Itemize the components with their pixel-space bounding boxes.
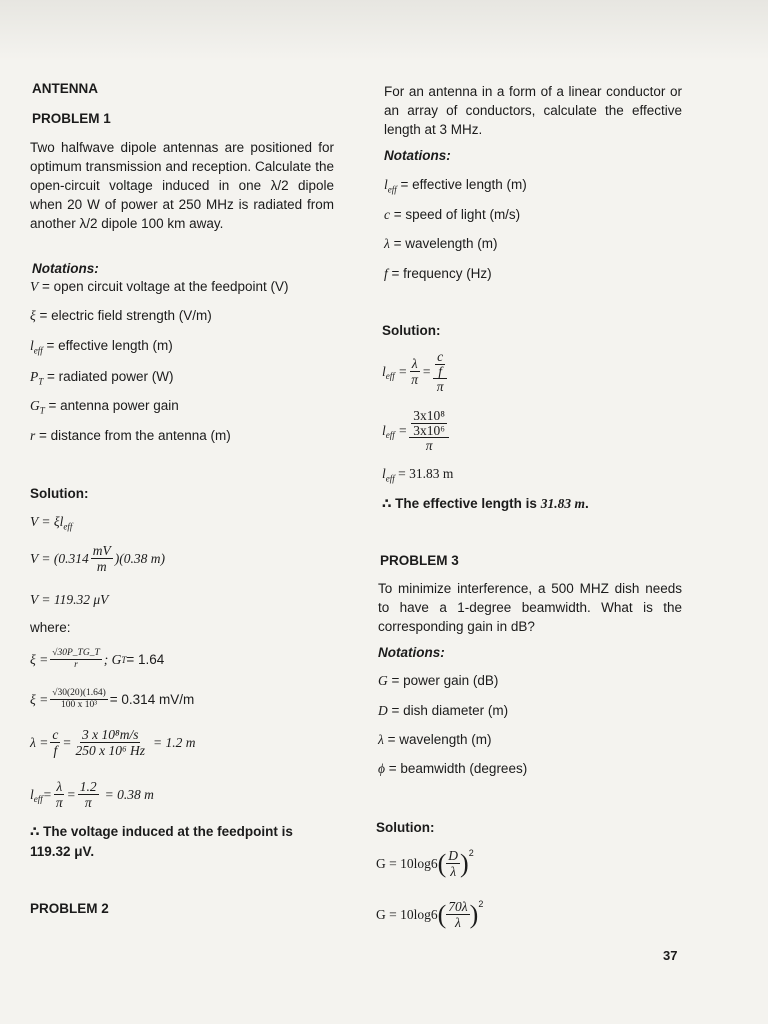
equation: l $_{eff}$ = $\frac{\frac{\text{3x10⁸}}{\text{3x10⁶}}}{\pi}$ (382, 408, 451, 453)
notations-title: Notations: (32, 261, 99, 276)
conclusion-text: ∴ The voltage induced at the feedpoint is (30, 824, 293, 839)
notation-item: ξ = electric field strength (V/m) (30, 308, 212, 323)
notation-item: G = power gain (dB) (378, 673, 499, 688)
equation: $V = \xi l_{eff}$ (30, 514, 73, 532)
conclusion-text: ∴ The effective length is 31.83 m. (382, 496, 589, 511)
notation-item: λ = wavelength (m) (378, 732, 492, 747)
where-label: where: (30, 620, 71, 635)
notation-item: c = speed of light (m/s) (384, 207, 521, 222)
solution-title: Solution: (376, 820, 435, 835)
notation-item: $G_T$ = antenna power gain (30, 398, 179, 416)
notation-item: r = distance from the antenna (m) (30, 428, 231, 443)
notation-item: V = open circuit voltage at the feedpoint (V) (30, 279, 289, 294)
equation: G = 10log6 ( $\frac{70\lambda}{\lambda}$ ) 2 (376, 899, 484, 930)
equation: l $_{eff}$ = $\frac{\lambda}{\pi}$ = $\frac{\frac{c}{f}}{\pi}$ (382, 349, 449, 394)
equation: V = 119.32 μV (30, 592, 109, 607)
solution-title: Solution: (30, 486, 89, 501)
problem-3-title: PROBLEM 3 (380, 553, 459, 568)
problem-1-text: Two halfwave dipole antennas are positioned for optimum transmission and reception. Calculate the open-circuit voltage induced in one λ/2 dipole when 20 W of power at 250 MHz is radiated from another λ/2 dipole 100 km away. (30, 140, 334, 231)
problem-3-text: To minimize interference, a 500 MHZ dish needs to have a 1-degree beamwidth. What is the corresponding gain in dB? (378, 581, 682, 634)
notation-item: $P_T$ = radiated power (W) (30, 369, 174, 387)
notation-item: λ = wavelength (m) (384, 236, 498, 251)
problem-1-title: PROBLEM 1 (32, 111, 111, 126)
page-top-shadow (0, 0, 768, 60)
equation: V = (0.314 $\frac{mV}{m}$ )(0.38 m) (30, 543, 165, 574)
notations-title: Notations: (378, 645, 445, 660)
notation-item: f = frequency (Hz) (384, 266, 492, 281)
equation: $l_{eff} = 31.83$ m (382, 466, 454, 484)
problem-2-title: PROBLEM 2 (30, 901, 109, 916)
equation: ξ = $\frac{√30(20)(1.64)}{\text{100 x 10³}}$ = 0.314 mV/m (30, 688, 195, 710)
problem-2-text: For an antenna in a form of a linear conductor or an array of conductors, calculate the effective length at 3 MHz. (384, 84, 682, 137)
notation-item: $l_{eff}$ = effective length (m) (30, 338, 173, 356)
section-heading: ANTENNA (32, 81, 98, 96)
equation: ξ = $\frac{√30P\_TG\_T}{r}$ ; G T = 1.64 (30, 648, 165, 670)
conclusion-value: 119.32 μV. (30, 844, 95, 859)
notation-item: $l_{eff}$ = effective length (m) (384, 177, 527, 195)
notation-item: D = dish diameter (m) (378, 703, 509, 718)
equation: l $_{eff}$ = $\frac{\lambda}{\pi}$ = $\frac{1.2}{\pi}$ = 0.38 m (30, 779, 154, 810)
page-number: 37 (663, 948, 678, 963)
notations-title: Notations: (384, 148, 451, 163)
equation: λ = $\frac{c}{f}$ = $\frac{\text{3 x 10⁸m/s}}{\text{250 x 10⁶ Hz}}$ = 1.2 m (30, 727, 196, 758)
solution-title: Solution: (382, 323, 441, 338)
notation-item: ϕ = beamwidth (degrees) (378, 761, 528, 776)
equation: G = 10log6 ( $\frac{D}{\lambda}$ ) 2 (376, 848, 474, 879)
